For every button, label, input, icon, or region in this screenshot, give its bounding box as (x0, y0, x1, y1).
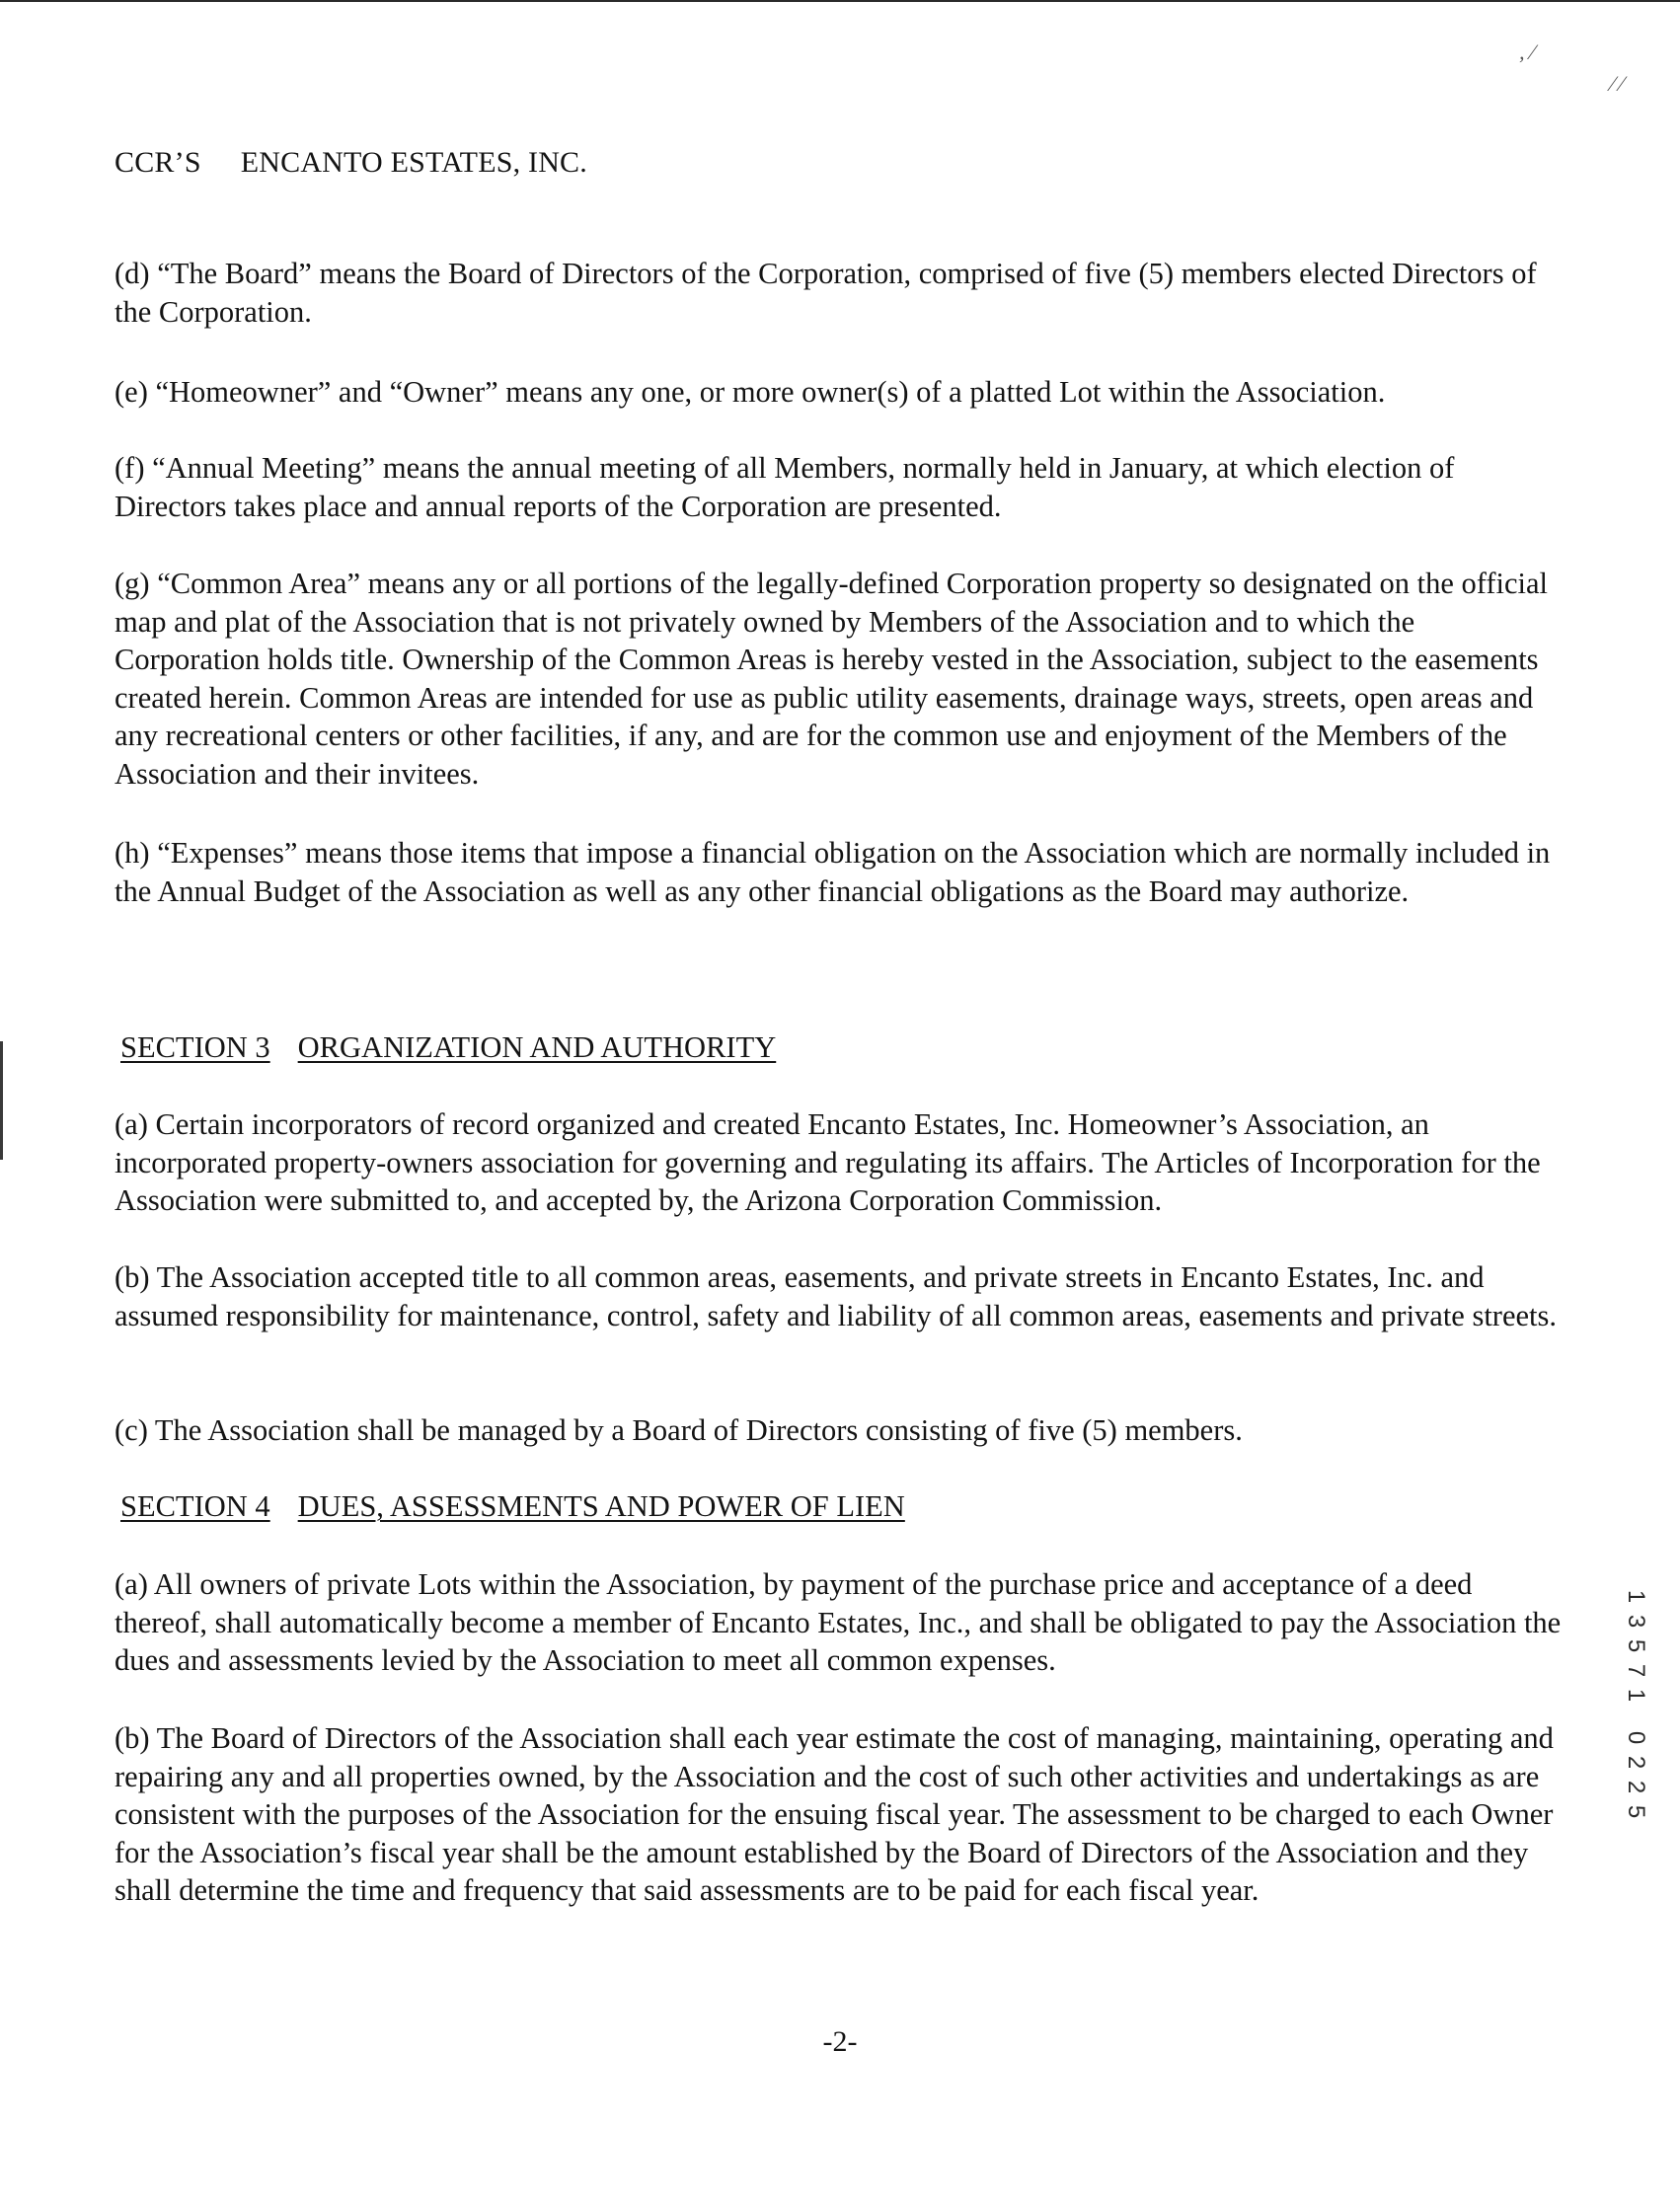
definition-h: (h) “Expenses” means those items that impose a financial obligation on the Association which are normally included in the Annual Budget of the Association as well as any other financial obligations as the Board may authorize. (115, 836, 1551, 908)
stamp-digit: 1 (1623, 1589, 1650, 1604)
section-3-title: ORGANIZATION AND AUTHORITY (297, 1030, 777, 1064)
definition-f: (f) “Annual Meeting” means the annual meeting of all Members, normally held in January, at which election of Directors takes place and annual reports of the Corporation are presented. (115, 451, 1455, 523)
section-4-title: DUES, ASSESSMENTS AND POWER OF LIEN (297, 1489, 905, 1523)
section-4-heading (120, 1489, 905, 1524)
section-4-para-a: (a) All owners of private Lots within the Association, by payment of the purchase price and acceptance of a deed thereof, shall automatically become a member of Encanto Estates, Inc., and shall be obligated to pay the Association the dues and assessments levied by the Association to meet all common expenses. (115, 1567, 1562, 1677)
header-right: ENCANTO ESTATES, INC. (240, 146, 587, 179)
section-3-heading (120, 1030, 776, 1065)
scan-edge-mark (0, 1041, 3, 1160)
stamp-digit: 0 (1623, 1730, 1650, 1745)
stamp-digit: 3 (1623, 1614, 1650, 1629)
section-3-number: SECTION 3 (120, 1030, 270, 1064)
scan-speck: ⁄ ⁄ (1611, 71, 1624, 96)
top-border-line (0, 0, 1680, 2)
stamp-digit: 2 (1623, 1755, 1650, 1770)
stamp-digit: 5 (1623, 1638, 1650, 1653)
stamp-digit: 2 (1623, 1780, 1650, 1794)
stamp-part-1 (1623, 1584, 1650, 1708)
section-4-number: SECTION 4 (120, 1489, 270, 1523)
section-3-para-b: (b) The Association accepted title to all common areas, easements, and private streets in Encanto Estates, Inc. and assumed responsibility for maintenance, control, safety and liability of all common areas, easements and private streets. (115, 1260, 1558, 1332)
header-left: CCR’S (115, 146, 201, 179)
stamp-digit: 7 (1623, 1663, 1650, 1678)
definition-e: (e) “Homeowner” and “Owner” means any one, or more owner(s) of a platted Lot within the Association. (115, 375, 1386, 409)
recording-stamp (1625, 1584, 1648, 1824)
definition-g: (g) “Common Area” means any or all portions of the legally-defined Corporation property so designated on the official map and plat of the Association that is not privately owned by Members of the Association and to which the Corporation holds title. Ownership of the Common Areas is hereby vested in the Association, subject to the easements created herein. Common Areas are intended for use as public utility easements, drainage ways, streets, open areas and any recreational centers or other facilities, if any, and are for the common use and enjoyment of the Members of the Association and their invitees. (115, 567, 1549, 791)
document-header (115, 146, 587, 180)
stamp-digit: 1 (1623, 1688, 1650, 1703)
scan-speck: ‚ ⁄ (1518, 39, 1535, 64)
section-3-para-a: (a) Certain incorporators of record organized and created Encanto Estates, Inc. Homeowner’s Association, an incorporated property-owners association for governing and regulating its affairs. The Articles of Incorporation for the Association were submitted to, and accepted by, the Arizona Corporation Commission. (115, 1107, 1541, 1217)
definition-d: (d) “The Board” means the Board of Directors of the Corporation, comprised of five (5) members elected Directors of the Corporation. (115, 257, 1537, 329)
section-4-para-b: (b) The Board of Directors of the Association shall each year estimate the cost of managing, maintaining, operating and repairing any and all properties owned, by the Association and the cost of such other activities and undertakings as are consistent with the purposes of the Association for the ensuing fiscal year. The assessment to be charged to each Owner for the Association’s fiscal year shall be the amount established by the Board of Directors of the Association and they shall determine the time and frequency that said assessments are to be paid for each fiscal year. (115, 1721, 1554, 1907)
page-number: -2- (822, 2025, 858, 2058)
stamp-digit: 5 (1623, 1804, 1650, 1819)
section-3-para-c: (c) The Association shall be managed by a Board of Directors consisting of five (5) members. (115, 1413, 1243, 1447)
stamp-part-2 (1623, 1725, 1650, 1824)
